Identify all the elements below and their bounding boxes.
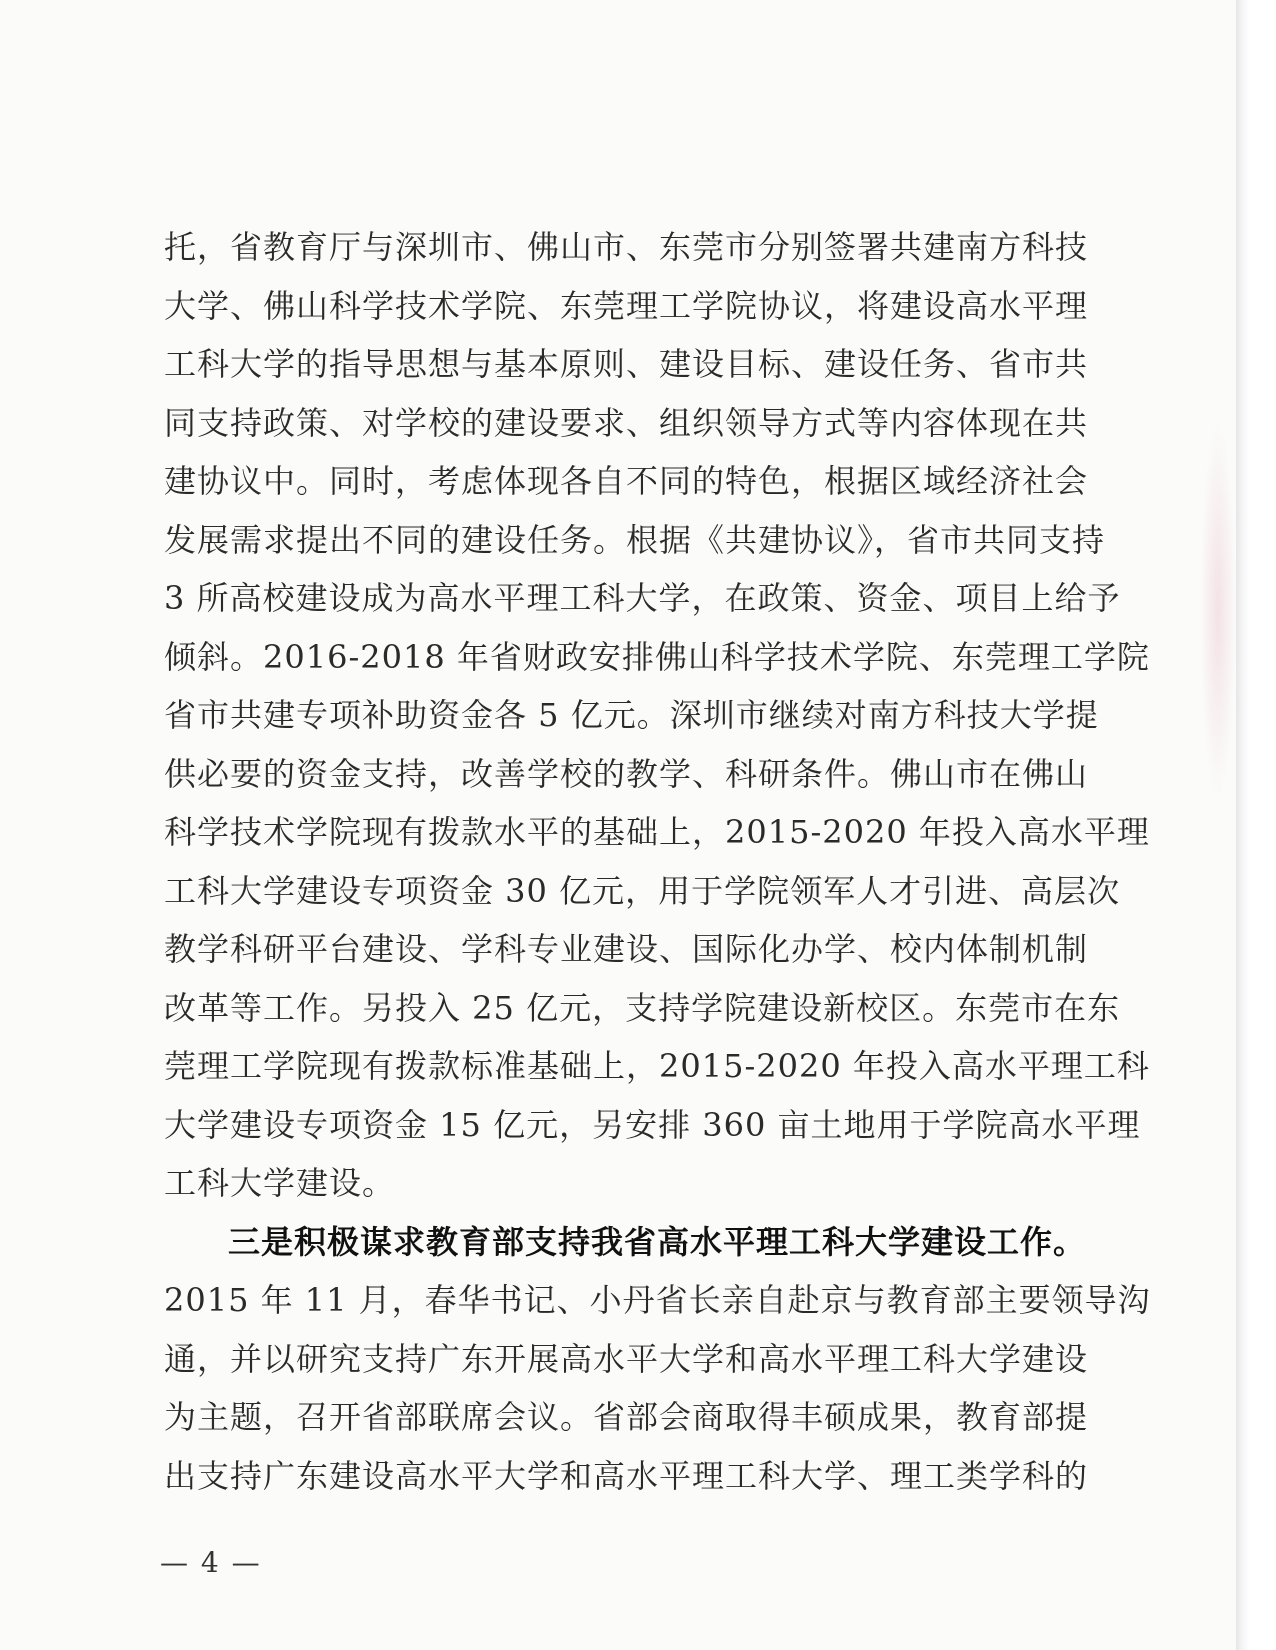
body-line: 工科大学的指导思想与基本原则、建设目标、建设任务、省市共 xyxy=(164,345,1089,383)
body-line: 倾斜。2016-2018 年省财政安排佛山科学技术学院、东莞理工学院 xyxy=(164,637,1150,676)
body-line: 3 所高校建设成为高水平理工科大学，在政策、资金、项目上给予 xyxy=(164,579,1121,617)
body-line: 发展需求提出不同的建设任务。根据《共建协议》，省市共同支持 xyxy=(164,520,1106,559)
body-line: 2015 年 11 月，春华书记、小丹省长亲自赴京与教育部主要领导沟 xyxy=(164,1281,1151,1319)
body-line: 为主题，召开省部联席会议。省部会商取得丰硕成果，教育部提 xyxy=(164,1398,1089,1436)
body-line: 教学科研平台建设、学科专业建设、国际化办学、校内体制机制 xyxy=(164,930,1089,968)
body-line: 供必要的资金支持，改善学校的教学、科研条件。佛山市在佛山 xyxy=(164,754,1089,793)
paper-stain xyxy=(1200,420,1236,800)
body-line: 出支持广东建设高水平大学和高水平理工科大学、理工类学科的 xyxy=(164,1456,1089,1495)
body-line: 同支持政策、对学校的建设要求、组织领导方式等内容体现在共 xyxy=(164,403,1089,442)
body-line: 科学技术学院现有拨款水平的基础上，2015-2020 年投入高水平理 xyxy=(164,813,1150,851)
body-line: 建协议中。同时，考虑体现各自不同的特色，根据区域经济社会 xyxy=(164,462,1089,500)
body-line: 工科大学建设专项资金 30 亿元，用于学院领军人才引进、高层次 xyxy=(164,871,1121,910)
body-line: 工科大学建设。 xyxy=(164,1164,396,1202)
document-body xyxy=(164,218,1151,1505)
section-heading: 三是积极谋求教育部支持我省高水平理工科大学建设工作。 xyxy=(228,1222,1087,1261)
body-line: 托，省教育厅与深圳市、佛山市、东莞市分别签署共建南方科技 xyxy=(164,228,1089,266)
paper-edge xyxy=(1236,0,1276,1650)
body-line: 省市共建专项补助资金各 5 亿元。深圳市继续对南方科技大学提 xyxy=(164,696,1099,734)
body-line: 大学建设专项资金 15 亿元，另安排 360 亩土地用于学院高水平理 xyxy=(164,1105,1141,1144)
page-number: — 4 — xyxy=(160,1546,262,1579)
body-line: 通，并以研究支持广东开展高水平大学和高水平理工科大学建设 xyxy=(164,1339,1089,1378)
body-line: 大学、佛山科学技术学院、东莞理工学院协议，将建设高水平理 xyxy=(164,286,1089,325)
body-line: 改革等工作。另投入 25 亿元，支持学院建设新校区。东莞市在东 xyxy=(164,988,1121,1027)
body-line: 莞理工学院现有拨款标准基础上，2015-2020 年投入高水平理工科 xyxy=(164,1047,1150,1085)
